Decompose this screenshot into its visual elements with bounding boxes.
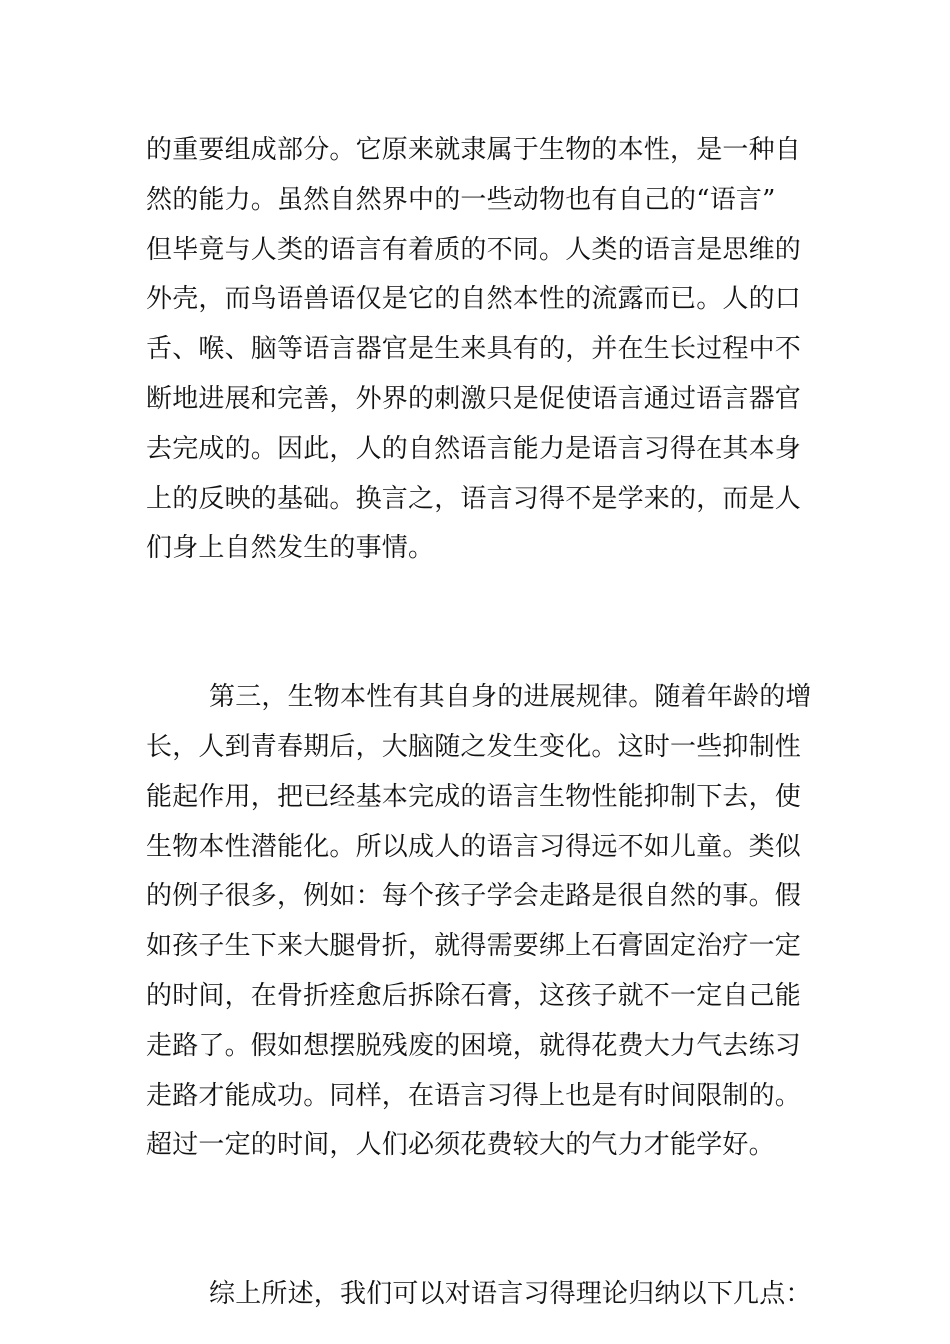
paragraph-spacer — [146, 574, 808, 673]
paragraph-biological-nature — [146, 126, 808, 574]
text-line: 的例子很多，例如：每个孩子学会走路是很自然的事。假 — [146, 881, 802, 912]
paragraph-spacer — [146, 1171, 808, 1270]
text-line: 们身上自然发生的事情。 — [146, 533, 435, 564]
text-line: 上的反映的基础。换言之，语言习得不是学来的，而是人 — [146, 483, 802, 514]
text-line: 但毕竟与人类的语言有着质的不同。人类的语言是思维的 — [146, 234, 802, 265]
text-line: 综上所述，我们可以对语言习得理论归纳以下几点： — [209, 1279, 812, 1310]
text-line: 走路了。假如想摆脱残废的困境，就得花费大力气去练习 — [146, 1030, 802, 1061]
text-line: 然的能力。虽然自然界中的一些动物也有自己的“语言” — [146, 184, 776, 215]
text-line: 走路才能成功。同样，在语言习得上也是有时间限制的。 — [146, 1080, 802, 1111]
text-line: 生物本性潜能化。所以成人的语言习得远不如儿童。类似 — [146, 831, 802, 862]
text-line: 能起作用，把已经基本完成的语言生物性能抑制下去，使 — [146, 781, 802, 812]
paragraph-summary — [146, 1270, 812, 1320]
text-line: 外壳，而鸟语兽语仅是它的自然本性的流露而已。人的口 — [146, 284, 802, 315]
document-body — [146, 126, 812, 1320]
text-line: 第三，生物本性有其自身的进展规律。随着年龄的增 — [209, 682, 812, 713]
text-line: 如孩子生下来大腿骨折，就得需要绑上石膏固定治疗一定 — [146, 931, 802, 962]
paragraph-third-point — [146, 673, 812, 1171]
text-line: 超过一定的时间，人们必须花费较大的气力才能学好。 — [146, 1130, 775, 1161]
text-line: 去完成的。因此，人的自然语言能力是语言习得在其本身 — [146, 433, 802, 464]
text-line: 的重要组成部分。它原来就隶属于生物的本性，是一种自 — [146, 135, 802, 165]
text-line: 长，人到青春期后，大脑随之发生变化。这时一些抑制性 — [146, 731, 802, 762]
text-line: 断地进展和完善，外界的刺激只是促使语言通过语言器官 — [146, 383, 802, 414]
text-line: 舌、喉、脑等语言器官是生来具有的，并在生长过程中不 — [146, 334, 802, 365]
text-line: 的时间，在骨折痊愈后拆除石膏，这孩子就不一定自己能 — [146, 980, 802, 1011]
